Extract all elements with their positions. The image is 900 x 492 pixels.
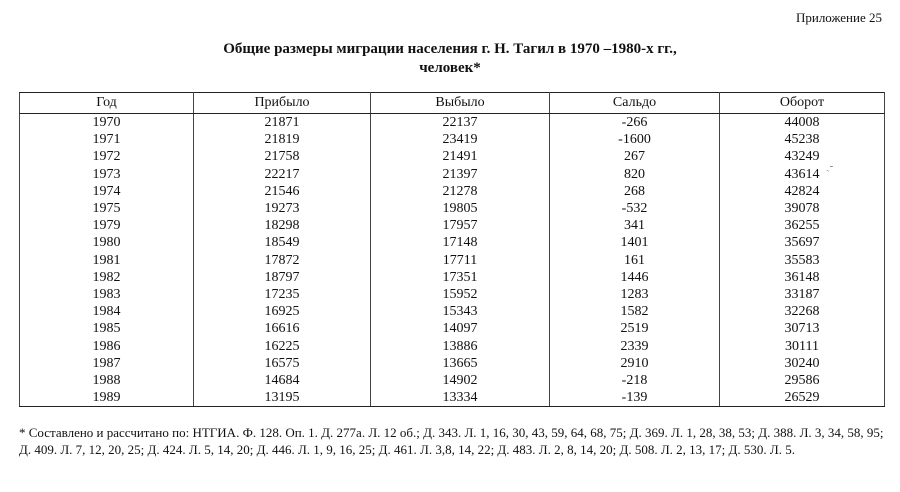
departed-cell: 13665: [371, 355, 550, 372]
table-body: [20, 114, 885, 407]
departed-cell: 17351: [371, 269, 550, 286]
turnover-cell: 43614: [720, 166, 885, 183]
turnover-cell: 42824: [720, 183, 885, 200]
turnover-cell: 32268: [720, 303, 885, 320]
table-row: [20, 286, 885, 303]
table-row: [20, 337, 885, 354]
year-cell: 1984: [20, 303, 194, 320]
departed-cell: 19805: [371, 200, 550, 217]
turnover-cell: 35583: [720, 252, 885, 269]
balance-cell: 267: [550, 148, 720, 165]
year-cell: 1975: [20, 200, 194, 217]
balance-cell: -218: [550, 372, 720, 389]
year-cell: 1989: [20, 389, 194, 407]
balance-cell: 820: [550, 166, 720, 183]
turnover-cell: 36148: [720, 269, 885, 286]
departed-cell: 15952: [371, 286, 550, 303]
arrived-cell: 21871: [194, 114, 371, 132]
title-line-1: Общие размеры миграции населения г. Н. Тагил в 1970 –1980-х гг.,: [223, 41, 677, 57]
year-cell: 1970: [20, 114, 194, 132]
year-cell: 1988: [20, 372, 194, 389]
departed-cell: 23419: [371, 131, 550, 148]
arrived-cell: 16616: [194, 320, 371, 337]
table-row: [20, 372, 885, 389]
year-cell: 1987: [20, 355, 194, 372]
arrived-cell: 16575: [194, 355, 371, 372]
arrived-cell: 17235: [194, 286, 371, 303]
table-row: [20, 148, 885, 165]
departed-cell: 21491: [371, 148, 550, 165]
departed-cell: 15343: [371, 303, 550, 320]
table-row: [20, 166, 885, 183]
year-cell: 1971: [20, 131, 194, 148]
departed-cell: 14902: [371, 372, 550, 389]
table-row: [20, 355, 885, 372]
header-departed: Выбыло: [371, 93, 550, 114]
balance-cell: 1446: [550, 269, 720, 286]
year-cell: 1974: [20, 183, 194, 200]
arrived-cell: 13195: [194, 389, 371, 407]
arrived-cell: 17872: [194, 252, 371, 269]
balance-cell: 1582: [550, 303, 720, 320]
arrived-cell: 21758: [194, 148, 371, 165]
turnover-cell: 39078: [720, 200, 885, 217]
year-cell: 1972: [20, 148, 194, 165]
footnote: * Составлено и рассчитано по: НТГИА. Ф. 128. Оп. 1. Д. 277а. Л. 12 об.; Д. 343. Л. 1, 16, 30, 43, 59, 64, 68, 75; Д. 369. Л. 1, 28, 38, 53; Д. 388. Л. 3, 34, 58, 95; Д. 409. Л. 7, 12, 20, 25; Д. 424. Л. 5, 14, 20; Д. 446. Л. 1, 9, 16, 25; Д. 461. Л. 3,8, 14, 22; Д. 483. Л. 2, 8, 14, 20; Д. 508. Л. 2, 13, 17; Д. 530. Л. 5.: [19, 425, 884, 457]
turnover-cell: 30111: [720, 337, 885, 354]
balance-cell: -266: [550, 114, 720, 132]
turnover-cell: 36255: [720, 217, 885, 234]
turnover-cell: 35697: [720, 234, 885, 251]
header-turnover: Оборот: [720, 93, 885, 114]
departed-cell: 21278: [371, 183, 550, 200]
balance-cell: 2910: [550, 355, 720, 372]
departed-cell: 17148: [371, 234, 550, 251]
header-year: Год: [20, 93, 194, 114]
departed-cell: 13334: [371, 389, 550, 407]
balance-cell: 2339: [550, 337, 720, 354]
table-row: [20, 200, 885, 217]
year-cell: 1982: [20, 269, 194, 286]
year-cell: 1985: [20, 320, 194, 337]
balance-cell: 161: [550, 252, 720, 269]
year-cell: 1980: [20, 234, 194, 251]
year-cell: 1986: [20, 337, 194, 354]
table-header-row: [20, 93, 885, 114]
table-row: [20, 234, 885, 251]
arrived-cell: 18797: [194, 269, 371, 286]
table-row: [20, 252, 885, 269]
header-balance: Сальдо: [550, 93, 720, 114]
scan-mark: ˏ-: [826, 160, 834, 172]
departed-cell: 21397: [371, 166, 550, 183]
year-cell: 1983: [20, 286, 194, 303]
table-row: [20, 269, 885, 286]
departed-cell: 17711: [371, 252, 550, 269]
arrived-cell: 18549: [194, 234, 371, 251]
table-row: [20, 217, 885, 234]
year-cell: 1973: [20, 166, 194, 183]
balance-cell: -1600: [550, 131, 720, 148]
year-cell: 1981: [20, 252, 194, 269]
turnover-cell: 26529: [720, 389, 885, 407]
departed-cell: 22137: [371, 114, 550, 132]
year-cell: 1979: [20, 217, 194, 234]
turnover-cell: 43249: [720, 148, 885, 165]
arrived-cell: 19273: [194, 200, 371, 217]
balance-cell: 268: [550, 183, 720, 200]
arrived-cell: 21819: [194, 131, 371, 148]
balance-cell: -139: [550, 389, 720, 407]
turnover-cell: 29586: [720, 372, 885, 389]
turnover-cell: 44008: [720, 114, 885, 132]
balance-cell: 1283: [550, 286, 720, 303]
turnover-cell: 33187: [720, 286, 885, 303]
migration-table: [19, 92, 885, 407]
balance-cell: 1401: [550, 234, 720, 251]
balance-cell: 341: [550, 217, 720, 234]
departed-cell: 14097: [371, 320, 550, 337]
arrived-cell: 16225: [194, 337, 371, 354]
header-arrived: Прибыло: [194, 93, 371, 114]
table-row: [20, 320, 885, 337]
appendix-label: Приложение 25: [795, 10, 882, 25]
turnover-cell: 30240: [720, 355, 885, 372]
balance-cell: 2519: [550, 320, 720, 337]
table-row: [20, 183, 885, 200]
table-row: [20, 389, 885, 407]
table-row: [20, 114, 885, 132]
document-title: [0, 40, 900, 78]
arrived-cell: 14684: [194, 372, 371, 389]
table-row: [20, 131, 885, 148]
table-row: [20, 303, 885, 320]
arrived-cell: 22217: [194, 166, 371, 183]
turnover-cell: 45238: [720, 131, 885, 148]
arrived-cell: 18298: [194, 217, 371, 234]
departed-cell: 17957: [371, 217, 550, 234]
balance-cell: -532: [550, 200, 720, 217]
arrived-cell: 21546: [194, 183, 371, 200]
departed-cell: 13886: [371, 337, 550, 354]
turnover-cell: 30713: [720, 320, 885, 337]
title-line-2: человек*: [419, 60, 481, 76]
arrived-cell: 16925: [194, 303, 371, 320]
